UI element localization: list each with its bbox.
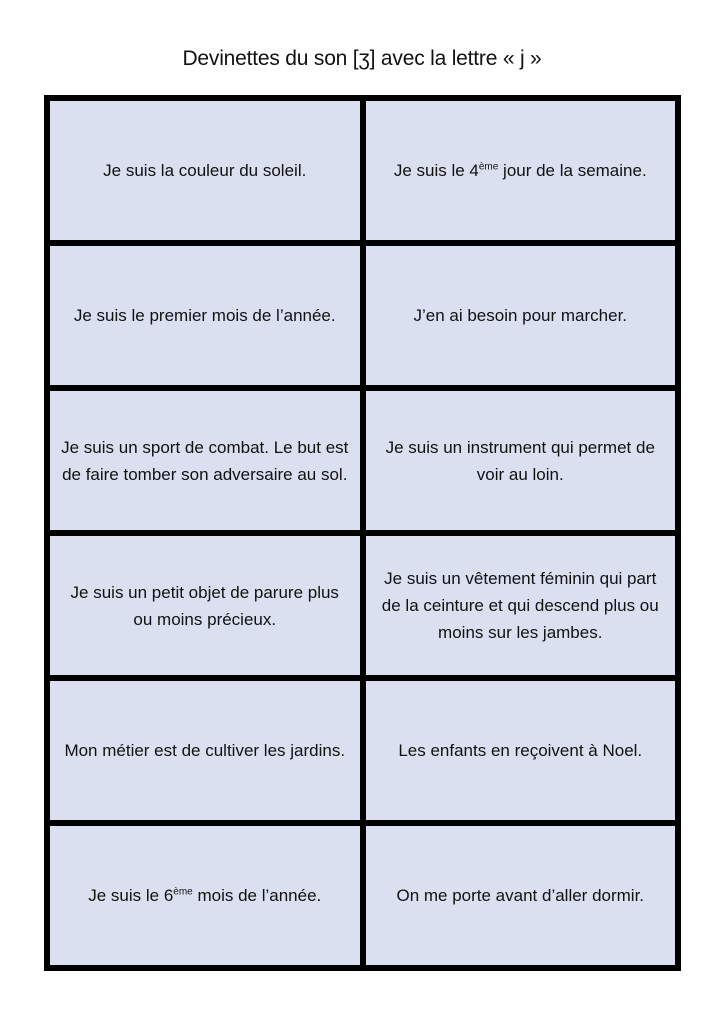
riddle-text-segment: Je suis un instrument qui permet de voir au loin. xyxy=(385,437,655,484)
riddle-card xyxy=(50,826,360,965)
riddle-text-segment: Je suis le premier mois de l’année. xyxy=(73,306,336,325)
riddle-text xyxy=(376,434,666,488)
riddle-card xyxy=(366,826,676,965)
riddle-card xyxy=(50,101,360,240)
riddle-text xyxy=(74,302,336,329)
superscript-ordinal: ème xyxy=(478,161,499,173)
riddle-text-segment: Je suis un vêtement féminin qui part de la ceinture et qui descend plus ou moins sur les jambes. xyxy=(381,569,659,642)
riddle-card-grid xyxy=(44,95,681,971)
riddle-card xyxy=(366,246,676,385)
riddle-text-segment: jour de la semaine. xyxy=(498,161,647,180)
riddle-text-segment: Mon métier est de cultiver les jardins. xyxy=(64,741,346,760)
riddle-text-segment: Je suis un petit objet de parure plus ou moins précieux. xyxy=(70,582,339,629)
riddle-text xyxy=(64,737,345,764)
riddle-card xyxy=(50,246,360,385)
riddle-card xyxy=(366,536,676,675)
riddle-text-segment: On me porte avant d’aller dormir. xyxy=(396,886,645,905)
riddle-card xyxy=(366,391,676,530)
riddle-text-segment: Je suis le 6 xyxy=(88,886,174,905)
superscript-ordinal: ème xyxy=(173,886,193,898)
riddle-text xyxy=(413,302,627,329)
riddle-text xyxy=(60,434,350,488)
riddle-text-segment: Je suis un sport de combat. Le but est de faire tomber son adversaire au sol. xyxy=(61,437,349,484)
riddle-card xyxy=(50,681,360,820)
riddle-text xyxy=(394,157,647,184)
riddle-text-segment: mois de l’année. xyxy=(192,886,322,905)
riddle-card xyxy=(50,536,360,675)
riddle-text xyxy=(376,565,666,646)
riddle-text xyxy=(103,157,306,184)
riddle-card xyxy=(366,101,676,240)
riddle-card xyxy=(50,391,360,530)
riddle-text xyxy=(398,737,642,764)
riddle-text-segment: Je suis le 4 xyxy=(393,161,479,180)
riddle-text xyxy=(88,882,321,909)
riddle-text-segment: Les enfants en reçoivent à Noel. xyxy=(398,741,643,760)
riddle-card xyxy=(366,681,676,820)
riddle-text xyxy=(396,882,644,909)
page-title: Devinettes du son [ʒ] avec la lettre « j » xyxy=(182,47,542,70)
riddle-text-segment: Je suis la couleur du soleil. xyxy=(103,161,307,180)
riddle-text-segment: J’en ai besoin pour marcher. xyxy=(413,306,628,325)
riddle-text xyxy=(60,579,350,633)
